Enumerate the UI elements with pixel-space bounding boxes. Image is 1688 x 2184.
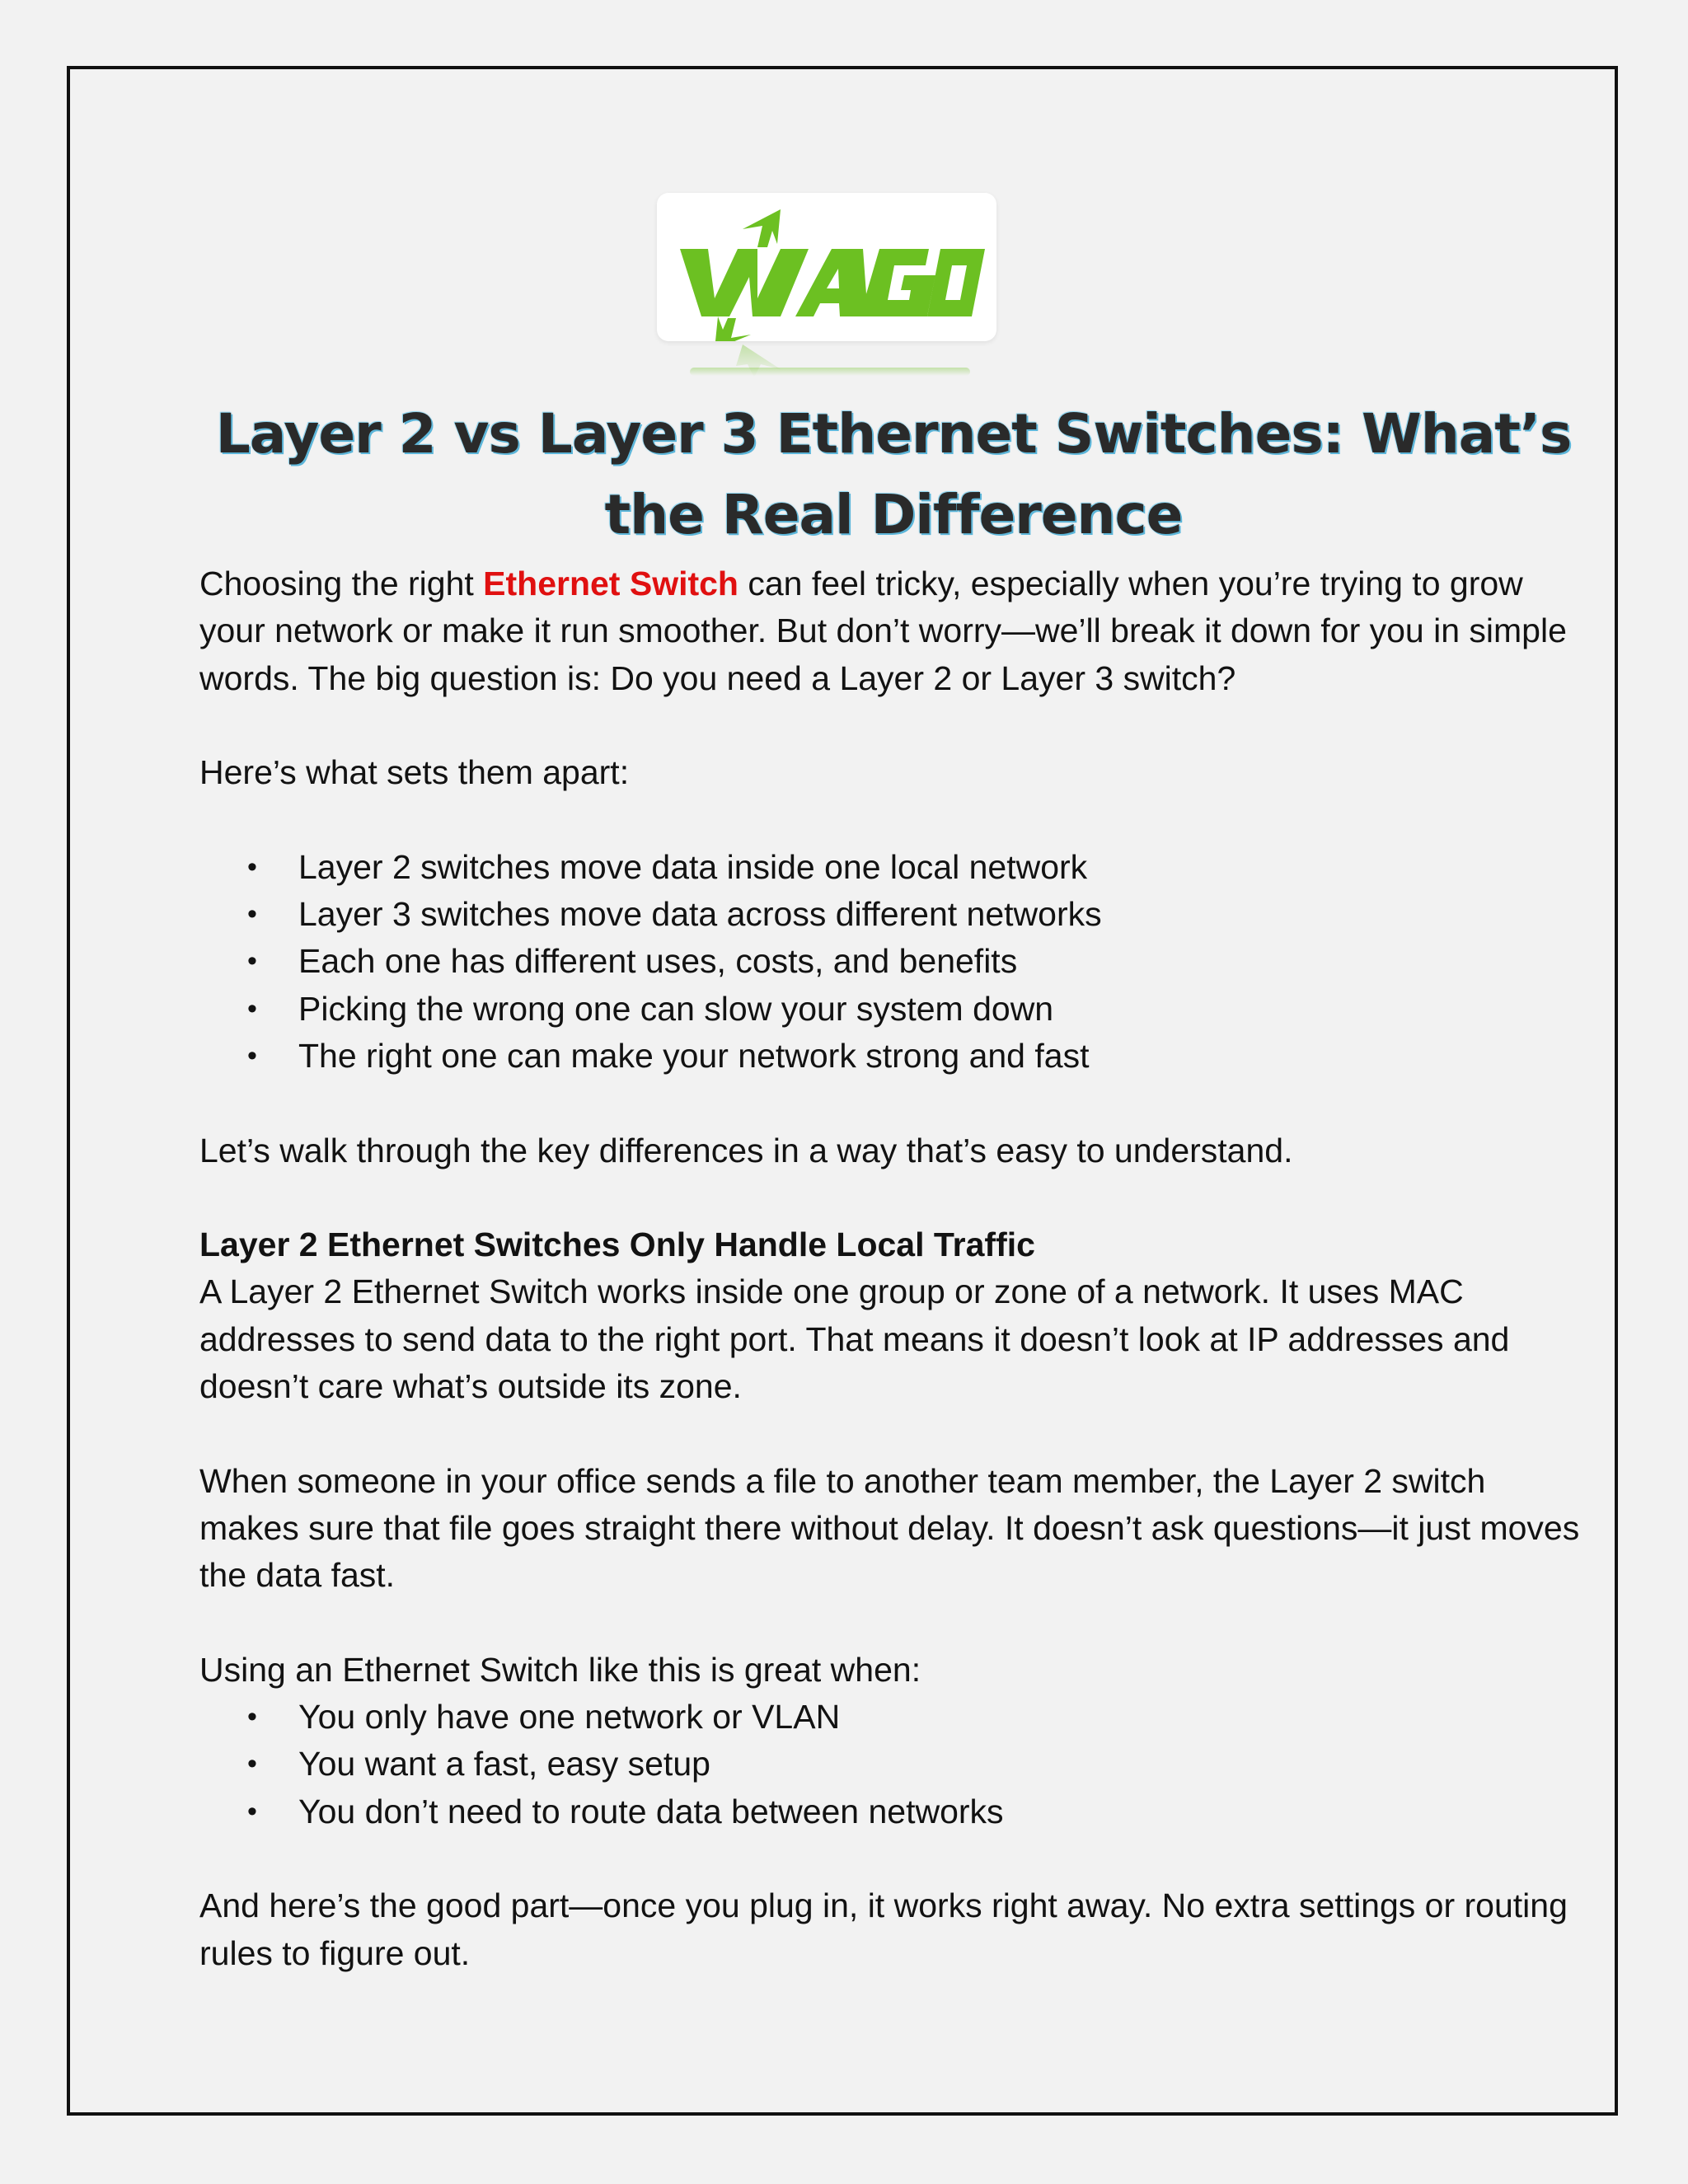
document-title: Layer 2 vs Layer 3 Ethernet Switches: What’s the Real Difference — [215, 402, 1572, 546]
bullet-icon: • — [247, 898, 257, 930]
wago-logo-graphic — [657, 193, 996, 341]
bullet-icon: • — [247, 1039, 257, 1071]
list-item: • Picking the wrong one can slow your system down — [298, 986, 1584, 1033]
list-item: • You don’t need to route data between networks — [298, 1788, 1584, 1835]
list-item: • You want a fast, easy setup — [298, 1741, 1584, 1788]
list-item: • You only have one network or VLAN — [298, 1694, 1584, 1741]
intro-paragraph — [199, 560, 1584, 702]
document-body — [199, 560, 1584, 1977]
section-heading: Layer 2 Ethernet Switches Only Handle Local Traffic — [199, 1226, 1035, 1264]
bullet-icon: • — [247, 851, 257, 883]
bullet-icon: • — [247, 945, 257, 977]
intro-text-after: can feel tricky, especially when you’re trying to grow your network or make it run smoother. But don’t worry—we’ll break it down for you in simple words. The big question is: Do you need a Layer 2 or Layer 3 switch? — [199, 565, 1567, 697]
usage-list — [199, 1694, 1584, 1835]
ethernet-switch-link[interactable]: Ethernet Switch — [483, 565, 738, 602]
section-paragraph: When someone in your office sends a file to another team member, the Layer 2 switch makes sure that file goes straight there without delay. It doesn’t ask questions—it just moves the data fast. — [199, 1461, 1580, 1595]
list-item: • The right one can make your network strong and fast — [298, 1033, 1584, 1080]
intro-text-before: Choosing the right — [199, 565, 484, 602]
bullet-icon: • — [247, 1795, 257, 1827]
walkthrough-paragraph: Let’s walk through the key differences in a way that’s easy to understand. — [199, 1131, 1293, 1169]
wago-logo — [657, 193, 996, 341]
list-item: • Each one has different uses, costs, and benefits — [298, 938, 1584, 985]
list-item: • Layer 2 switches move data inside one local network — [298, 844, 1584, 891]
section-paragraph: A Layer 2 Ethernet Switch works inside one group or zone of a network. It uses MAC addresses to send data to the right port. That means it doesn’t look at IP addresses and doesn’t care what’s outside its zone. — [199, 1272, 1510, 1406]
bullet-icon: • — [247, 1701, 257, 1733]
list-intro: Using an Ethernet Switch like this is great when: — [199, 1650, 921, 1689]
list-item: • Layer 3 switches move data across different networks — [298, 891, 1584, 938]
logo-reflection — [657, 344, 996, 382]
apart-list — [199, 844, 1584, 1080]
bullet-icon: • — [247, 992, 257, 1024]
bullet-icon: • — [247, 1748, 257, 1780]
closing-paragraph: And here’s the good part—once you plug in, it works right away. No extra settings or routing rules to figure out. — [199, 1886, 1568, 1972]
apart-heading: Here’s what sets them apart: — [199, 753, 630, 792]
